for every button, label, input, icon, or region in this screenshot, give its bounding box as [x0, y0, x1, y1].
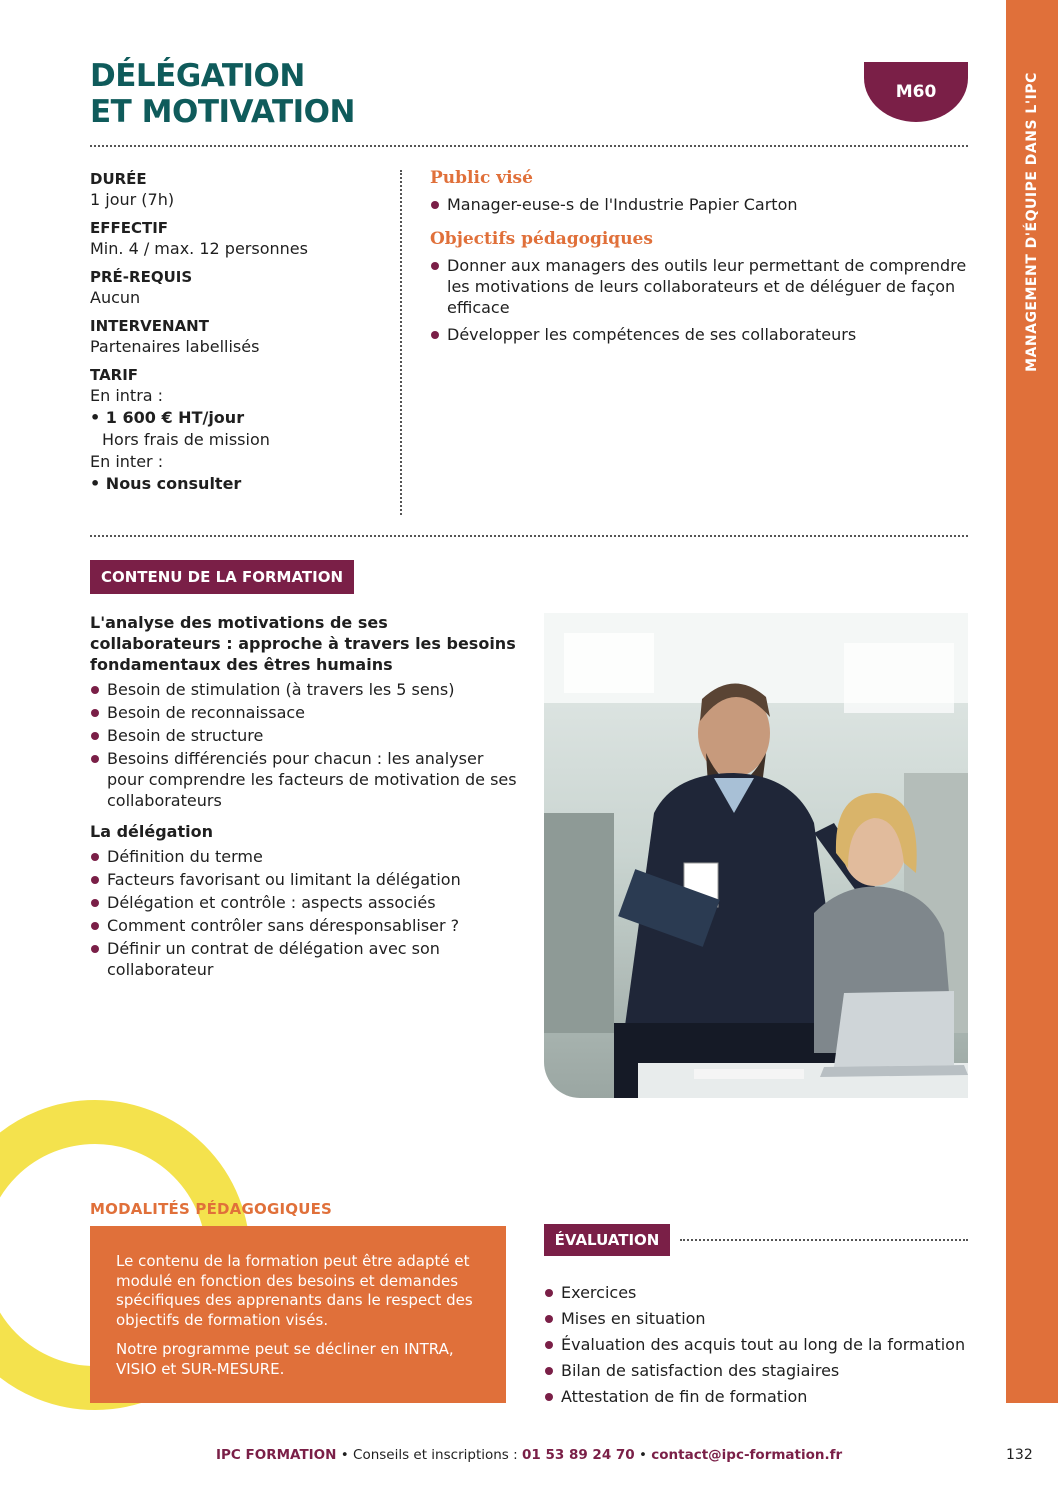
public-item: Manager-euse-s de l'Industrie Papier Carton — [430, 194, 970, 215]
list-item: Facteurs favorisant ou limitant la délégation — [90, 869, 520, 890]
office-photo — [544, 613, 968, 1098]
contenu-section1-list — [90, 679, 520, 811]
list-item: Comment contrôler sans déresponsabliser ? — [90, 915, 520, 936]
tarif-inter-label: En inter : — [90, 452, 164, 471]
list-item: Besoin de reconnaissace — [90, 702, 520, 723]
contenu-label: CONTENU DE LA FORMATION — [90, 560, 354, 594]
sidebar-category — [1006, 0, 1058, 1403]
evaluation-label: ÉVALUATION — [544, 1224, 670, 1256]
tarif-inter-value: • Nous consulter — [90, 474, 242, 493]
footer-brand: IPC FORMATION — [216, 1447, 337, 1463]
contenu-section2-title: La délégation — [90, 822, 213, 841]
list-item: Attestation de fin de formation — [544, 1386, 984, 1407]
intervenant-label: INTERVENANT — [90, 317, 209, 335]
objectif-item: Donner aux managers des outils leur permettant de comprendre les motivations de leurs collaborateurs et de déléguer de façon efficace — [430, 255, 970, 318]
modalites-box — [90, 1226, 506, 1403]
page-title-line1: DÉLÉGATION — [90, 58, 305, 94]
list-item: Définition du terme — [90, 846, 520, 867]
list-item: Exercices — [544, 1282, 984, 1303]
tarif-label: TARIF — [90, 366, 139, 384]
page-title-line2: ET MOTIVATION — [90, 94, 355, 130]
modalites-paragraph-1: Le contenu de la formation peut être adapté et modulé en fonction des besoins et demandes spécifiques des apprenants dans le respect des objectifs de formation visés. — [116, 1252, 473, 1329]
modalites-paragraph-2: Notre programme peut se décliner en INTRA, VISIO et SUR-MESURE. — [116, 1340, 454, 1378]
contenu-section1-title: L'analyse des motivations de ses collaborateurs : approche à travers les besoins fondamentaux des êtres humains — [90, 613, 516, 674]
effectif-label: EFFECTIF — [90, 219, 169, 237]
intervenant-value: Partenaires labellisés — [90, 337, 260, 356]
prerequis-label: PRÉ-REQUIS — [90, 268, 193, 286]
list-item: Besoins différenciés pour chacun : les analyser pour comprendre les facteurs de motivation de ses collaborateurs — [90, 748, 520, 811]
prerequis-value: Aucun — [90, 288, 141, 307]
evaluation-list — [544, 1282, 984, 1407]
modalites-label: MODALITÉS PÉDAGOGIQUES — [90, 1200, 333, 1218]
sidebar-category-label: MANAGEMENT D'ÉQUIPE DANS L'IPC — [1024, 72, 1040, 372]
divider-vertical — [400, 170, 402, 515]
divider-middle — [90, 535, 968, 537]
info-panel — [90, 170, 390, 495]
tarif-intra-price: • 1 600 € HT/jour — [90, 408, 245, 427]
footer-contact-label: • Conseils et inscriptions : — [336, 1447, 522, 1463]
contenu-panel — [90, 612, 520, 982]
objectif-item: Développer les compétences de ses collaborateurs — [430, 324, 970, 345]
evaluation-panel — [544, 1278, 984, 1412]
contenu-section2-list — [90, 846, 520, 980]
divider-evaluation — [680, 1239, 968, 1241]
footer-separator: • — [634, 1447, 652, 1463]
footer-email-link[interactable]: contact@ipc-formation.fr — [651, 1447, 843, 1463]
page-number: 132 — [1006, 1447, 1033, 1463]
public-list — [430, 194, 970, 215]
objectifs-list — [430, 255, 970, 345]
list-item: Mises en situation — [544, 1308, 984, 1329]
duree-label: DURÉE — [90, 170, 147, 188]
footer-phone[interactable]: 01 53 89 24 70 — [521, 1447, 635, 1463]
page-title — [90, 58, 355, 130]
divider-top — [90, 145, 968, 147]
list-item: Délégation et contrôle : aspects associés — [90, 892, 520, 913]
objectives-panel — [430, 166, 970, 351]
effectif-value: Min. 4 / max. 12 personnes — [90, 239, 308, 258]
list-item: Bilan de satisfaction des stagiaires — [544, 1360, 984, 1381]
public-heading: Public visé — [430, 168, 533, 188]
list-item: Besoin de stimulation (à travers les 5 sens) — [90, 679, 520, 700]
list-item: Évaluation des acquis tout au long de la formation — [544, 1334, 984, 1355]
tarif-intra-label: En intra : — [90, 386, 164, 405]
objectifs-heading: Objectifs pédagogiques — [430, 229, 653, 249]
list-item: Définir un contrat de délégation avec son collaborateur — [90, 938, 520, 980]
duree-value: 1 jour (7h) — [90, 190, 175, 209]
tarif-intra-note: Hors frais de mission — [102, 430, 270, 449]
module-code-badge: M60 — [864, 62, 968, 122]
list-item: Besoin de structure — [90, 725, 520, 746]
